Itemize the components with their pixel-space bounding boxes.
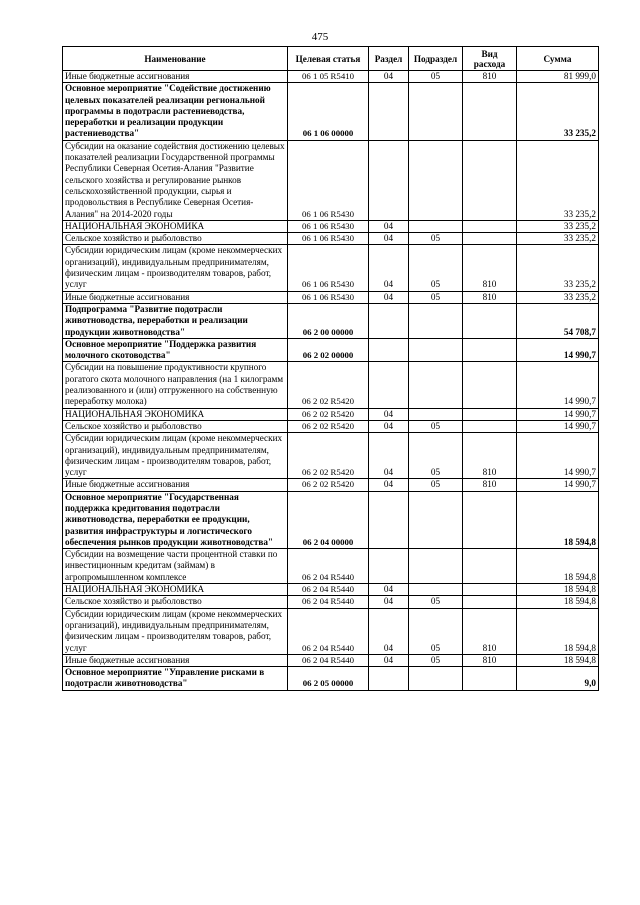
cell-sum: 9,0	[517, 667, 599, 691]
cell-subsection	[409, 408, 463, 420]
col-header-exptype: Вид расхода	[463, 47, 517, 71]
cell-sum: 14 990,7	[517, 362, 599, 408]
table-row	[63, 491, 599, 548]
table-row	[63, 71, 599, 83]
cell-section: 04	[369, 584, 409, 596]
cell-section: 04	[369, 71, 409, 83]
cell-name: Иные бюджетные ассигнования	[63, 71, 288, 83]
table-row	[63, 549, 599, 584]
cell-name: Основное мероприятие "Управление рисками в подотрасли животноводства"	[63, 667, 288, 691]
cell-sum: 14 990,7	[517, 420, 599, 432]
cell-exptype	[463, 362, 517, 408]
cell-target: 06 2 04 R5440	[288, 596, 369, 608]
cell-sum: 18 594,8	[517, 584, 599, 596]
cell-section: 04	[369, 433, 409, 479]
page-number: 475	[311, 31, 329, 43]
cell-exptype	[463, 220, 517, 232]
cell-exptype: 810	[463, 479, 517, 491]
cell-sum: 33 235,2	[517, 83, 599, 140]
cell-name: НАЦИОНАЛЬНАЯ ЭКОНОМИКА	[63, 408, 288, 420]
cell-exptype: 810	[463, 654, 517, 666]
cell-name: Подпрограмма "Развитие подотрасли животноводства, переработки и реализации продукции животноводства"	[63, 303, 288, 338]
cell-subsection	[409, 303, 463, 338]
cell-section: 04	[369, 233, 409, 245]
cell-name: Сельское хозяйство и рыболовство	[63, 596, 288, 608]
cell-sum: 14 990,7	[517, 408, 599, 420]
cell-section	[369, 667, 409, 691]
cell-target: 06 1 06 R5430	[288, 140, 369, 220]
cell-target: 06 2 02 R5420	[288, 362, 369, 408]
cell-subsection: 05	[409, 71, 463, 83]
cell-exptype	[463, 584, 517, 596]
col-header-target: Целевая статья	[288, 47, 369, 71]
cell-target: 06 2 04 R5440	[288, 654, 369, 666]
table-row	[63, 245, 599, 291]
cell-sum: 18 594,8	[517, 549, 599, 584]
cell-name: Субсидии юридическим лицам (кроме некоммерческих организаций), индивидуальным предпринимателям, физическим лицам - производителям товаров, работ, услуг	[63, 245, 288, 291]
cell-subsection: 05	[409, 596, 463, 608]
cell-target: 06 2 04 R5440	[288, 584, 369, 596]
cell-subsection	[409, 491, 463, 548]
cell-exptype: 810	[463, 71, 517, 83]
cell-section	[369, 549, 409, 584]
cell-exptype	[463, 83, 517, 140]
cell-exptype: 810	[463, 245, 517, 291]
table-row	[63, 303, 599, 338]
cell-subsection	[409, 549, 463, 584]
cell-subsection	[409, 362, 463, 408]
cell-sum: 18 594,8	[517, 654, 599, 666]
cell-section: 04	[369, 608, 409, 654]
cell-sum: 18 594,8	[517, 608, 599, 654]
cell-sum: 33 235,2	[517, 233, 599, 245]
cell-exptype	[463, 596, 517, 608]
cell-subsection	[409, 338, 463, 362]
table-row	[63, 433, 599, 479]
table-row	[63, 479, 599, 491]
cell-subsection: 05	[409, 233, 463, 245]
cell-sum: 14 990,7	[517, 433, 599, 479]
cell-section: 04	[369, 408, 409, 420]
cell-sum: 18 594,8	[517, 491, 599, 548]
cell-section: 04	[369, 420, 409, 432]
cell-subsection: 05	[409, 608, 463, 654]
table-row	[63, 362, 599, 408]
table-row	[63, 667, 599, 691]
table-row	[63, 233, 599, 245]
cell-target: 06 2 05 00000	[288, 667, 369, 691]
cell-name: Основное мероприятие "Государственная поддержка кредитования подотрасли животноводства, переработки ее продукции, развития инфраструктуры и логистического обеспечения рынков продукции животноводства"	[63, 491, 288, 548]
cell-name: Сельское хозяйство и рыболовство	[63, 233, 288, 245]
cell-sum: 81 999,0	[517, 71, 599, 83]
cell-subsection	[409, 83, 463, 140]
cell-exptype	[463, 420, 517, 432]
cell-target: 06 2 04 00000	[288, 491, 369, 548]
cell-sum: 14 990,7	[517, 338, 599, 362]
cell-name: НАЦИОНАЛЬНАЯ ЭКОНОМИКА	[63, 220, 288, 232]
cell-subsection	[409, 667, 463, 691]
cell-name: Субсидии на повышение продуктивности крупного рогатого скота молочного направления (на 1 килограмм реализованного и (или) отгруженного на собственную переработку молока)	[63, 362, 288, 408]
cell-exptype	[463, 408, 517, 420]
cell-subsection: 05	[409, 433, 463, 479]
cell-name: Иные бюджетные ассигнования	[63, 479, 288, 491]
cell-name: НАЦИОНАЛЬНАЯ ЭКОНОМИКА	[63, 584, 288, 596]
table-row	[63, 291, 599, 303]
cell-subsection: 05	[409, 479, 463, 491]
table-row	[63, 654, 599, 666]
cell-section: 04	[369, 479, 409, 491]
cell-sum: 33 235,2	[517, 245, 599, 291]
cell-section	[369, 303, 409, 338]
cell-name: Иные бюджетные ассигнования	[63, 654, 288, 666]
cell-subsection	[409, 584, 463, 596]
cell-exptype	[463, 140, 517, 220]
table-header-row	[63, 47, 599, 71]
cell-target: 06 2 02 R5420	[288, 420, 369, 432]
table-row	[63, 408, 599, 420]
table-row	[63, 420, 599, 432]
table-row	[63, 338, 599, 362]
cell-sum: 33 235,2	[517, 140, 599, 220]
cell-exptype	[463, 233, 517, 245]
cell-subsection: 05	[409, 420, 463, 432]
cell-section	[369, 140, 409, 220]
cell-target: 06 2 02 R5420	[288, 433, 369, 479]
cell-target: 06 1 06 00000	[288, 83, 369, 140]
cell-name: Субсидии юридическим лицам (кроме некоммерческих организаций), индивидуальным предпринимателям, физическим лицам - производителям товаров, работ, услуг	[63, 608, 288, 654]
cell-sum: 54 708,7	[517, 303, 599, 338]
cell-exptype: 810	[463, 608, 517, 654]
cell-exptype	[463, 667, 517, 691]
col-header-name: Наименование	[63, 47, 288, 71]
cell-target: 06 2 02 R5420	[288, 479, 369, 491]
cell-target: 06 1 05 R5410	[288, 71, 369, 83]
cell-section: 04	[369, 220, 409, 232]
table-row	[63, 220, 599, 232]
col-header-section: Раздел	[369, 47, 409, 71]
budget-table	[62, 46, 599, 691]
cell-name: Основное мероприятие "Содействие достижению целевых показателей реализации региональной программы в подотрасли растениеводства, переработки и реализации продукции растениеводства"	[63, 83, 288, 140]
cell-exptype	[463, 303, 517, 338]
cell-sum: 33 235,2	[517, 220, 599, 232]
table-row	[63, 596, 599, 608]
cell-sum: 18 594,8	[517, 596, 599, 608]
cell-sum: 14 990,7	[517, 479, 599, 491]
cell-exptype	[463, 338, 517, 362]
cell-exptype: 810	[463, 433, 517, 479]
cell-name: Сельское хозяйство и рыболовство	[63, 420, 288, 432]
col-header-sum: Сумма	[517, 47, 599, 71]
cell-exptype	[463, 491, 517, 548]
cell-section	[369, 338, 409, 362]
cell-exptype	[463, 549, 517, 584]
cell-sum: 33 235,2	[517, 291, 599, 303]
cell-name: Основное мероприятие "Поддержка развития молочного скотоводства"	[63, 338, 288, 362]
cell-subsection: 05	[409, 654, 463, 666]
table-row	[63, 83, 599, 140]
cell-section	[369, 491, 409, 548]
cell-target: 06 1 06 R5430	[288, 220, 369, 232]
cell-name: Субсидии юридическим лицам (кроме некоммерческих организаций), индивидуальным предпринимателям, физическим лицам - производителям товаров, работ, услуг	[63, 433, 288, 479]
cell-target: 06 2 04 R5440	[288, 608, 369, 654]
cell-section	[369, 362, 409, 408]
cell-subsection: 05	[409, 291, 463, 303]
cell-section: 04	[369, 291, 409, 303]
cell-name: Субсидии на оказание содействия достижению целевых показателей реализации Государственной программы Республики Северная Осетия-Алания "Развитие сельского хозяйства и регулирование рынков сельскохозяйственной продукции, сырья и продовольствия в Республике Северная Осетия-Алания" на 2014-2020 годы	[63, 140, 288, 220]
cell-target: 06 1 06 R5430	[288, 291, 369, 303]
table-row	[63, 584, 599, 596]
cell-name: Иные бюджетные ассигнования	[63, 291, 288, 303]
col-header-subsection: Подраздел	[409, 47, 463, 71]
cell-target: 06 2 02 00000	[288, 338, 369, 362]
cell-target: 06 2 00 00000	[288, 303, 369, 338]
table-row	[63, 608, 599, 654]
cell-section: 04	[369, 245, 409, 291]
cell-exptype: 810	[463, 291, 517, 303]
cell-section	[369, 83, 409, 140]
cell-section: 04	[369, 654, 409, 666]
cell-name: Субсидии на возмещение части процентной ставки по инвестиционным кредитам (займам) в агропромышленном комплексе	[63, 549, 288, 584]
cell-target: 06 1 06 R5430	[288, 233, 369, 245]
cell-subsection	[409, 220, 463, 232]
cell-subsection	[409, 140, 463, 220]
cell-subsection: 05	[409, 245, 463, 291]
cell-target: 06 2 02 R5420	[288, 408, 369, 420]
table-row	[63, 140, 599, 220]
cell-section: 04	[369, 596, 409, 608]
cell-target: 06 1 06 R5430	[288, 245, 369, 291]
cell-target: 06 2 04 R5440	[288, 549, 369, 584]
